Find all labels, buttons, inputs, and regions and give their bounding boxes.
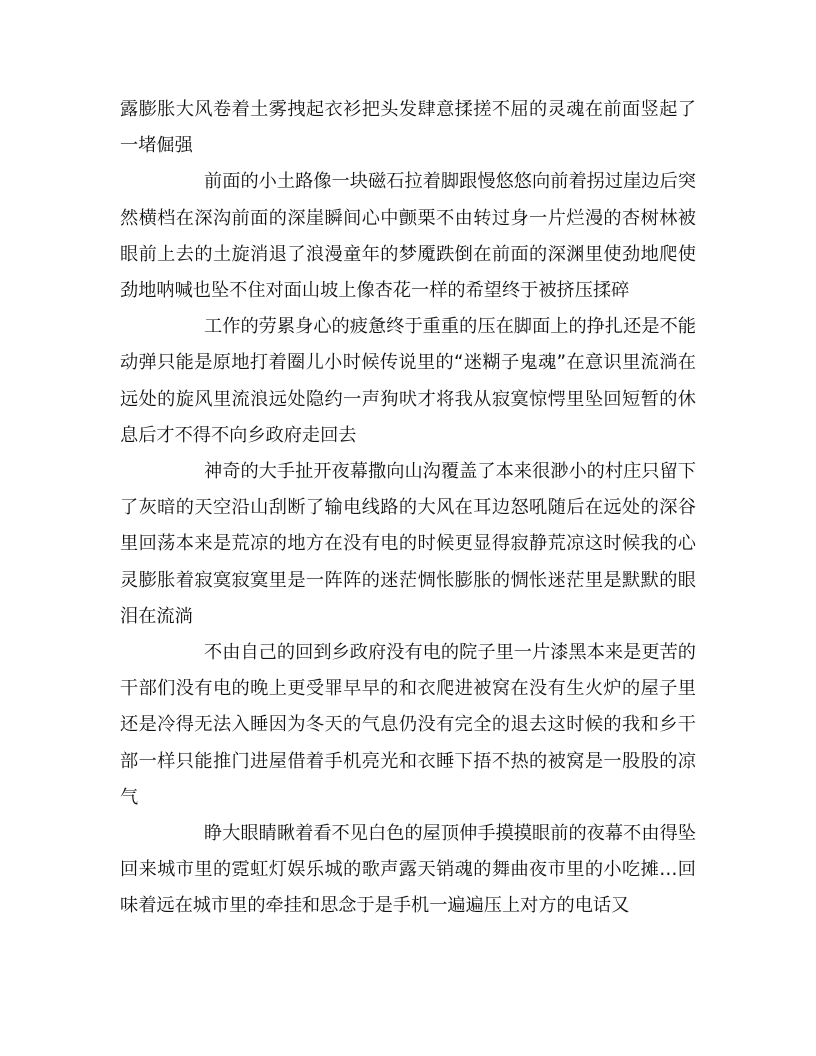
paragraph: 前面的小土路像一块磁石拉着脚跟慢悠悠向前着拐过崖边后突然横档在深沟前面的深崖瞬间心中颤栗不由转过身一片烂漫的杏树林被眼前上去的土旋消退了浪漫童年的梦魇跌倒在前面的深渊里使劲地爬使劲地呐喊也坠不住对面山坡上像杏花一样的希望终于被挤压揉碎 [120, 171, 696, 302]
paragraph: 工作的劳累身心的疲惫终于重重的压在脚面上的挣扎还是不能动弹只能是原地打着圈儿小时候传说里的“迷糊子鬼魂”在意识里流淌在远处的旋风里流浪远处隐约一声狗吠才将我从寂寞惊愕里坠回短暂的休息后才不得不向乡政府走回去 [120, 316, 696, 446]
document-body [120, 92, 696, 925]
paragraph-continuation: 露膨胀大风卷着土雾拽起衣衫把头发肆意揉搓不屈的灵魂在前面竖起了一堵倔强 [120, 99, 696, 157]
paragraph: 不由自己的回到乡政府没有电的院子里一片漆黑本来是更苦的干部们没有电的晚上更受罪早早的和衣爬进被窝在没有生火炉的屋子里还是冷得无法入睡因为冬天的气息仍没有完全的退去这时候的我和乡干部一样只能推门进屋借着手机亮光和衣睡下捂不热的被窝是一股股的凉气 [120, 642, 696, 808]
paragraph: 睁大眼睛瞅着看不见白色的屋顶伸手摸摸眼前的夜幕不由得坠回来城市里的霓虹灯娱乐城的歌声露天销魂的舞曲夜市里的小吃摊…回味着远在城市里的牵挂和思念于是手机一遍遍压上对方的电话又 [120, 823, 696, 917]
paragraph: 神奇的大手扯开夜幕撒向山沟覆盖了本来很渺小的村庄只留下了灰暗的天空沿山刮断了输电线路的大风在耳边怒吼随后在远处的深谷里回荡本来是荒凉的地方在没有电的时候更显得寂静荒凉这时候我的心灵膨胀着寂寞寂寞里是一阵阵的迷茫惆怅膨胀的惆怅迷茫里是默默的眼泪在流淌 [120, 461, 696, 627]
